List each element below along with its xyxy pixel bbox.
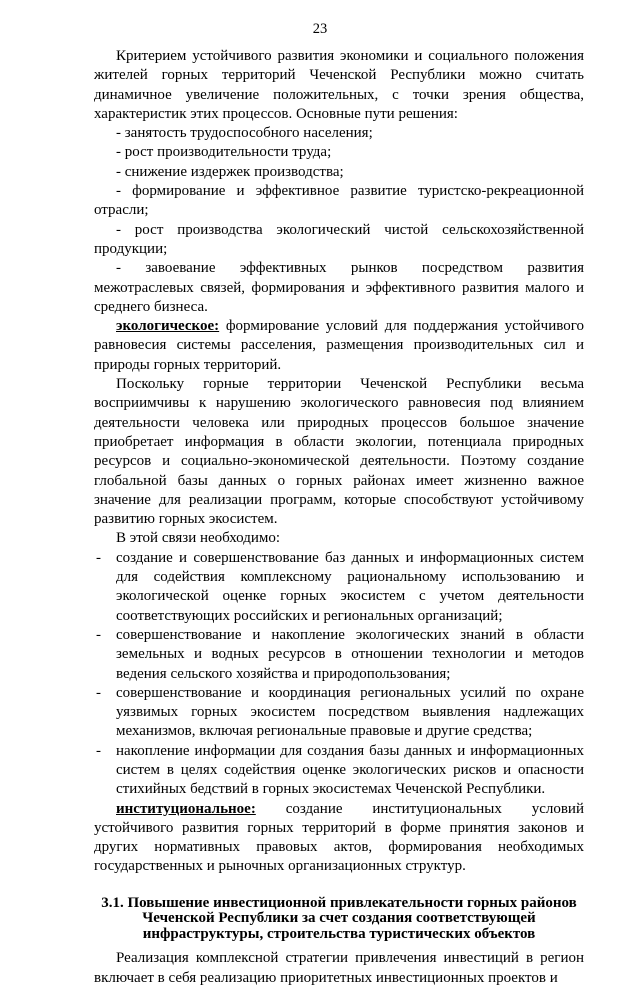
ecological-paragraph: [94, 317, 584, 375]
necessary-intro: В этой связи необходимо:: [116, 530, 281, 547]
ecological-keyword: экологическое:: [116, 318, 220, 335]
closing-paragraph: Реализация комплексной стратегии привлечения инвестиций в регион включает в себя реализацию приоритетных инвестиционных проектов и: [94, 950, 584, 986]
list-item: [94, 684, 584, 742]
list-item: [94, 549, 584, 626]
solution-item: - снижение издержек производства;: [116, 163, 344, 180]
list-item: [94, 742, 584, 800]
dash-bullet: -: [96, 684, 101, 701]
dash-bullet: -: [96, 742, 101, 759]
section-heading-line: инфраструктуры, строительства туристических объектов: [142, 925, 536, 942]
vulnerability-paragraph: Поскольку горные территории Чеченской Республики весьма восприимчивы к нарушению экологического равновесия под влиянием деятельности человека или природных процессов большое значение приобретает информация в области экологии, потенциала природных ресурсов и социально-экономической деятельности. Поэтому создание глобальной базы данных о горных районах имеет жизненно важное значение для реализации программ, которые способствуют устойчивому развитию горных экосистем.: [94, 376, 584, 528]
solution-item: - рост производства экологический чистой сельскохозяйственной продукции;: [94, 221, 584, 257]
ecological-text: формирование условий для поддержания устойчивого равновесия системы расселения, размещения производительных сил и природы горных территорий.: [94, 318, 584, 373]
dash-bullet: -: [96, 626, 101, 643]
institutional-text: создание институциональных условий устойчивого развития горных территорий в форме принятия законов и других нормативных правовых актов, формирования необходимых государственных и рыночных организационных структур.: [94, 800, 584, 875]
list-item: [94, 626, 584, 684]
section-heading-line: Чеченской Республики за счет создания соответствующей: [142, 910, 536, 927]
page-content: [94, 47, 584, 988]
solution-item: - завоевание эффективных рынков посредством развития межотраслевых связей, формирования и эффективного развития малого и среднего бизнеса.: [94, 260, 584, 315]
list-item-text: создание и совершенствование баз данных и информационных систем для содействия комплексному рациональному использованию и экологической оценке горных экосистем с учетом деятельности соответствующих российских и региональных организаций;: [116, 549, 584, 624]
solution-item: - занятость трудоспособного населения;: [116, 125, 373, 142]
list-item-text: накопление информации для создания базы данных и информационных систем в целях содействия оценке экологических рисков и опасности стихийных бедствий в горных экосистемах Чеченской Республики.: [116, 742, 584, 798]
section-heading-line: 3.1. Повышение инвестиционной привлекательности горных районов: [101, 894, 577, 911]
institutional-paragraph: [94, 800, 584, 877]
list-item-text: совершенствование и координация региональных усилий по охране уязвимых горных экосистем посредством выявления надлежащих механизмов, включая региональные правовые и другие средства;: [116, 684, 584, 740]
necessary-list: [94, 549, 584, 800]
list-item-text: совершенствование и накопление экологических знаний в области земельных и водных ресурсов в отношении технологии и методов ведения сельского хозяйства и природопользования;: [116, 626, 584, 682]
solution-item: - формирование и эффективное развитие туристско-рекреационной отрасли;: [94, 183, 584, 219]
dash-bullet: -: [96, 549, 101, 566]
page-number: 23: [312, 21, 328, 37]
institutional-keyword: институциональное:: [116, 800, 256, 817]
intro-paragraph: Критерием устойчивого развития экономики и социального положения жителей горных территорий Чеченской Республики можно считать динамичное увеличение положительных, с точки зрения общества, характеристик этих процессов. Основные пути решения:: [94, 48, 584, 122]
section-heading: [94, 896, 584, 943]
solution-item: - рост производительности труда;: [116, 144, 332, 161]
solution-list: [94, 124, 584, 317]
